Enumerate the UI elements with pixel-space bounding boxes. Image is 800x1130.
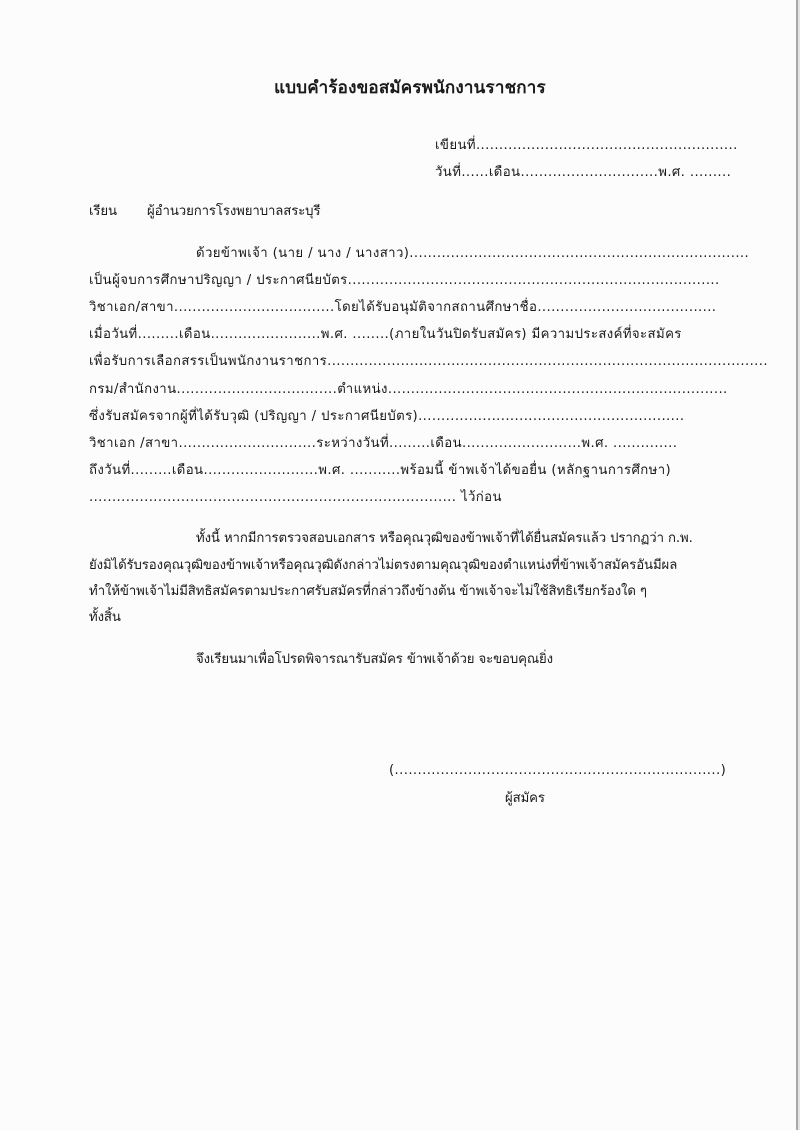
evidence-detail-field: ................................................................................ ไว้ก่อน bbox=[89, 490, 502, 505]
document-title: แบบคำร้องขอสมัครพนักงานราชการ bbox=[274, 78, 546, 98]
condition-line-2: ยังมิได้รับรองคุณวุฒิของข้าพเจ้าหรือคุณวุฒิดังกล่าวไม่ตรงตามคุณวุฒิของตำแหน่งที่ข้าพเจ้าสมัครอันมีผล bbox=[89, 558, 678, 573]
salutation-label: เรียน bbox=[89, 204, 117, 219]
condition-line-3: ทำให้ข้าพเจ้าไม่มีสิทธิสมัครตามประกาศรับสมัครที่กล่าวถึงข้างต้น ข้าพเจ้าจะไม่ใช้สิทธิเรียกร้องใด ๆ bbox=[89, 584, 647, 599]
graduation-date-field: เมื่อวันที่.........เดือน........................พ.ศ. ........(ภายในวันปิดรับสมัคร) มีความประสงค์ที่จะสมัคร bbox=[89, 327, 682, 342]
condition-line-4: ทั้งสิ้น bbox=[89, 610, 121, 625]
written-at-field: เขียนที่......................................................... bbox=[435, 138, 738, 153]
major-institution-field: วิชาเอก/สาขา...................................โดยได้รับอนุมัติจากสถานศึกษาชื่อ....................................... bbox=[89, 300, 717, 315]
end-date-evidence-field: ถึงวันที่.........เดือน.........................พ.ศ. ...........พร้อมนี้ ข้าพเจ้าได้ขอยื่น (หลักฐานการศึกษา) bbox=[89, 463, 672, 478]
education-degree-field: เป็นผู้จบการศึกษาปริญญา / ประกาศนียบัตร................................................................................. bbox=[89, 273, 720, 288]
salutation-recipient: ผู้อำนวยการโรงพยาบาลสระบุรี bbox=[147, 204, 321, 219]
government-position-field: เพื่อรับการเลือกสรรเป็นพนักงานราชการ................................................................................................ bbox=[89, 354, 768, 369]
required-qualification-field: ซึ่งรับสมัครจากผู้ที่ได้รับวุฒิ (ปริญญา / ประกาศนียบัตร).......................................................... bbox=[89, 409, 685, 424]
date-field: วันที่......เดือน..............................พ.ศ. ......... bbox=[435, 165, 732, 180]
closing-statement: จึงเรียนมาเพื่อโปรดพิจารณารับสมัคร ข้าพเจ้าด้วย จะขอบคุณยิ่ง bbox=[196, 652, 553, 667]
signature-label: ผู้สมัคร bbox=[505, 791, 545, 806]
major-period-field: วิชาเอก /สาขา..............................ระหว่างวันที่.........เดือน..........................พ.ศ. .............. bbox=[89, 436, 678, 451]
department-position-field: กรม/สำนักงาน...................................ตำแหน่ง.......................................................................... bbox=[89, 382, 728, 397]
signature-line: (.......................................................................) bbox=[389, 763, 727, 778]
condition-line-1: ทั้งนี้ หากมีการตรวจสอบเอกสาร หรือคุณวุฒิของข้าพเจ้าที่ได้ยื่นสมัครแล้ว ปรากฏว่า ก.พ. bbox=[196, 531, 693, 546]
applicant-name-field: ด้วยข้าพเจ้า (นาย / นาง / นางสาว).......................................................................... bbox=[196, 246, 750, 261]
